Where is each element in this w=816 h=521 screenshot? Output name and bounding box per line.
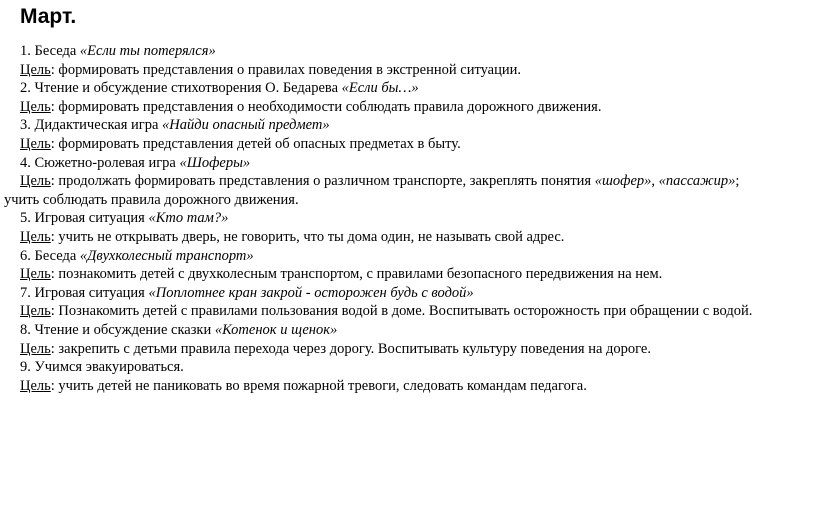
goal-text-end: ; [735,173,740,190]
item-heading [0,154,812,173]
item-heading [0,284,812,303]
goal-label: Цель [20,98,51,115]
item-goal [0,61,812,80]
item-title: «Если бы…» [341,80,419,97]
goal-text: : Познакомить детей с правилами пользования водой в доме. Воспитывать осторожность при обращении с водой. [50,303,753,320]
item-heading [0,116,812,135]
goal-text: : формировать представления о правилах поведения в экстренной ситуации. [50,61,522,78]
goal-label: Цель [20,340,51,357]
goal-text: : закрепить с детьми правила перехода через дорогу. Воспитывать культуру поведения на дороге. [50,340,651,357]
item-goal [0,228,812,247]
goal-text: : формировать представления о необходимости соблюдать правила дорожного движения. [50,98,602,115]
item-heading-text: 1. Беседа [20,43,80,59]
goal-term-passenger: «пассажир» [658,173,736,190]
goal-label: Цель [20,173,51,190]
item-goal [0,172,812,191]
item-heading-text: 9. Учимся эвакуироваться. [20,359,184,376]
item-heading-text: 8. Чтение и обсуждение сказки [20,321,215,338]
goal-label: Цель [20,303,51,320]
item-heading [0,209,812,228]
goal-text: учить соблюдать правила дорожного движения. [4,191,299,208]
item-title: «Двухколесный транспорт» [79,247,254,264]
goal-text: : продолжать формировать представления о различном транспорте, закреплять понятия [50,173,595,190]
goal-text: : учить детей не паниковать во время пожарной тревоги, следовать командам педагога. [50,377,587,394]
goal-text: : учить не открывать дверь, не говорить, что ты дома один, не называть свой адрес. [50,228,565,245]
item-title: «Шоферы» [179,154,251,171]
item-title: «Кто там?» [148,210,229,227]
item-heading [0,79,812,98]
item-heading-text: 7. Игровая ситуация [20,284,149,301]
goal-label: Цель [20,228,51,245]
item-heading-text: 4. Сюжетно-ролевая игра [20,154,180,171]
item-heading-text: 3. Дидактическая игра [20,117,163,134]
item-heading [0,321,812,340]
item-goal-continuation [0,191,812,210]
item-title: «Найди опасный предмет» [162,117,330,134]
item-heading [0,247,812,266]
goal-label: Цель [20,135,51,152]
item-title: «Если ты потерялся» [79,43,216,59]
item-goal [0,98,812,117]
item-goal [0,302,812,321]
item-goal [0,135,812,154]
item-heading-text: 2. Чтение и обсуждение стихотворения О. Бедарева [20,80,342,97]
item-goal [0,340,812,359]
item-heading-text: 5. Игровая ситуация [20,210,149,227]
item-title: «Поплотнее кран закрой - осторожен будь с водой» [148,284,474,301]
item-heading [0,42,812,61]
goal-text: : формировать представления детей об опасных предметах в быту. [50,135,461,152]
goal-term-driver: «шофер» [594,173,652,190]
item-heading-text: 6. Беседа [20,247,80,264]
goal-separator: , [651,173,659,190]
item-heading [0,358,812,377]
goal-label: Цель [20,61,51,78]
item-goal [0,377,812,396]
page-title: Март. [20,5,77,28]
goal-label: Цель [20,377,51,394]
goal-text: : познакомить детей с двухколесным транспортом, с правилами безопасного передвижения на нем. [50,266,663,283]
goal-label: Цель [20,266,51,283]
item-title: «Котенок и щенок» [214,321,338,338]
item-goal [0,265,812,284]
activity-list [0,42,812,395]
